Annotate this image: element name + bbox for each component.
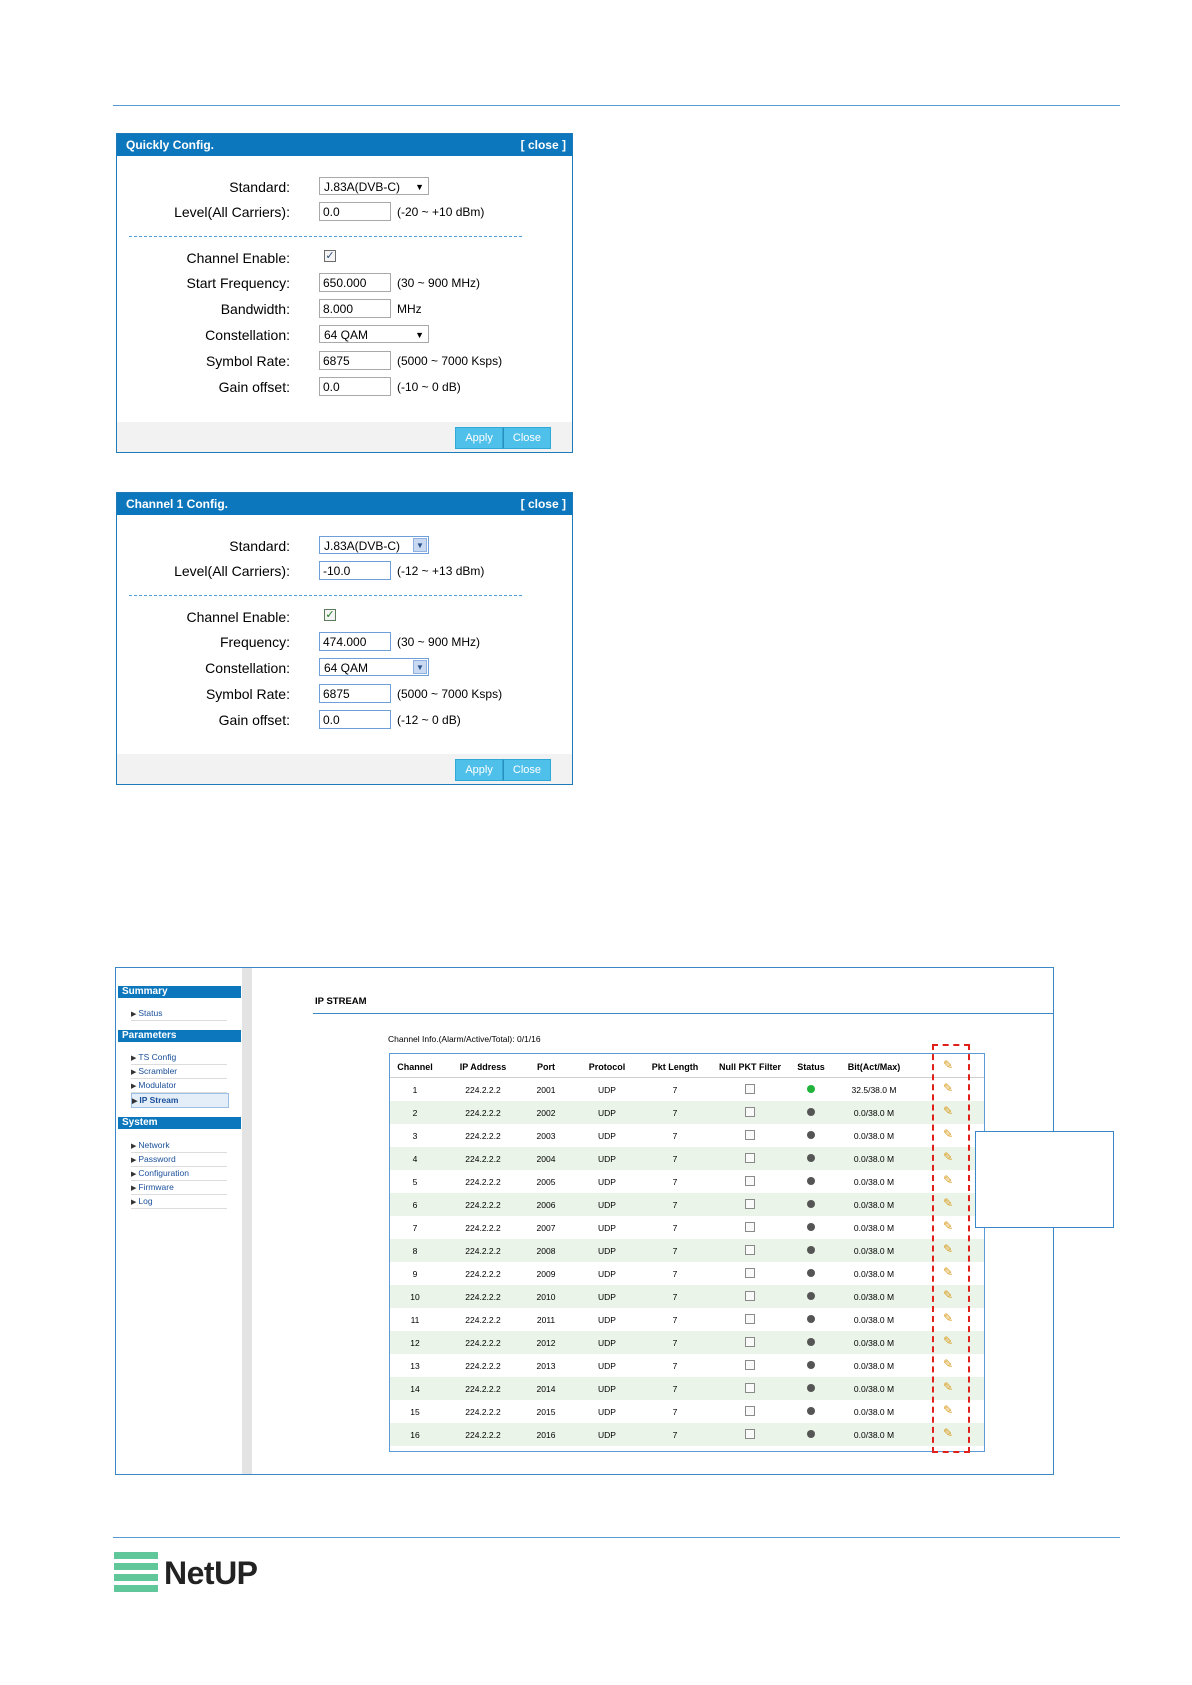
dialog-header: [117, 493, 572, 515]
channel-info: Channel Info.(Alarm/Active/Total): 0/1/16: [388, 1034, 541, 1044]
sidebar-item-scrambler[interactable]: [131, 1065, 227, 1079]
gain-offset-label: Gain offset:: [218, 712, 290, 728]
cell-channel: 15: [410, 1407, 420, 1417]
constellation-row: [117, 658, 572, 680]
table-row: [390, 1147, 984, 1170]
constellation-value: 64 QAM: [324, 328, 369, 342]
close-link[interactable]: [ close ]: [520, 138, 566, 152]
cell-pkt: 7: [672, 1407, 678, 1417]
standard-label: Standard:: [229, 538, 290, 554]
netup-logo: [114, 1550, 274, 1600]
cell-ip: 224.2.2.2: [465, 1384, 501, 1394]
status-indicator-icon: [807, 1315, 815, 1323]
sidebar-item-label: Log: [138, 1196, 153, 1206]
cell-port: 2001: [536, 1085, 556, 1095]
cell-bitrate: 0.0/38.0 M: [853, 1269, 895, 1279]
cell-channel: 12: [410, 1338, 420, 1348]
cell-port: 2010: [536, 1292, 556, 1302]
cell-bitrate: 0.0/38.0 M: [853, 1200, 895, 1210]
cell-bitrate: 32.5/38.0 M: [851, 1085, 897, 1095]
cell-bitrate: 0.0/38.0 M: [853, 1430, 895, 1440]
null-pkt-filter-checkbox[interactable]: [745, 1199, 755, 1209]
symbol-rate-label: Symbol Rate:: [205, 353, 290, 369]
cell-bitrate: 0.0/38.0 M: [853, 1154, 895, 1164]
constellation-label: Constellation:: [205, 660, 290, 676]
cell-port: 2002: [536, 1108, 556, 1118]
cell-bitrate: 0.0/38.0 M: [853, 1108, 895, 1118]
sidebar-item-log[interactable]: [131, 1195, 227, 1209]
status-indicator-icon: [807, 1085, 815, 1093]
sidebar-item-label: Status: [138, 1008, 163, 1018]
start-frequency-label: Start Frequency:: [186, 275, 290, 291]
sidebar-item-ts-config[interactable]: [131, 1051, 227, 1065]
cell-bitrate: 0.0/38.0 M: [853, 1338, 895, 1348]
cell-ip: 224.2.2.2: [465, 1200, 501, 1210]
frequency-row: [117, 632, 572, 654]
sidebar-item-network[interactable]: [131, 1139, 227, 1153]
edit-pencil-icon[interactable]: ✎: [942, 1403, 954, 1417]
sidebar-item-label: Network: [138, 1140, 170, 1150]
cell-port: 2007: [536, 1223, 556, 1233]
cell-pkt: 7: [672, 1154, 678, 1164]
gain-offset-row: [117, 377, 572, 399]
cell-ip: 224.2.2.2: [465, 1246, 501, 1256]
dialog-header: [117, 134, 572, 156]
sidebar-item-label: IP Stream: [139, 1095, 179, 1105]
level-label: Level(All Carriers):: [174, 563, 290, 579]
sidebar-item-label: Firmware: [138, 1182, 174, 1192]
cell-port: 2012: [536, 1338, 556, 1348]
triangle-right-icon: ▶: [131, 1157, 137, 1164]
bandwidth-unit: MHz: [397, 302, 422, 316]
start-frequency-row: [117, 273, 572, 295]
cell-channel: 2: [412, 1108, 418, 1118]
triangle-right-icon: ▶: [132, 1098, 138, 1105]
triangle-right-icon: ▶: [131, 1069, 137, 1076]
cell-ip: 224.2.2.2: [465, 1177, 501, 1187]
start-frequency-input[interactable]: 650.000: [319, 273, 391, 292]
close-link[interactable]: [ close ]: [520, 497, 566, 511]
gain-offset-input[interactable]: 0.0: [319, 377, 391, 396]
chevron-down-icon: ▼: [415, 182, 424, 192]
channel-enable-checkbox[interactable]: ✓: [325, 250, 335, 262]
table-row: [390, 1400, 984, 1423]
cell-port: 2015: [536, 1407, 556, 1417]
sidebar-item-password[interactable]: [131, 1153, 227, 1167]
logo-text: NetUP: [164, 1555, 258, 1591]
column-header: Port: [537, 1062, 555, 1072]
cell-port: 2013: [536, 1361, 556, 1371]
quick-config-dialog: [116, 133, 573, 453]
cell-channel: 9: [412, 1269, 418, 1279]
cell-bitrate: 0.0/38.0 M: [853, 1223, 895, 1233]
gain-offset-unit: (-10 ~ 0 dB): [397, 380, 461, 394]
status-indicator-icon: [807, 1361, 815, 1369]
cell-port: 2003: [536, 1131, 556, 1141]
cell-pkt: 7: [672, 1085, 678, 1095]
edit-pencil-icon[interactable]: ✎: [942, 1265, 954, 1279]
edit-pencil-icon[interactable]: ✎: [942, 1173, 954, 1187]
cell-ip: 224.2.2.2: [465, 1108, 501, 1118]
gain-offset-label: Gain offset:: [218, 379, 290, 395]
divider: [129, 236, 522, 237]
table-row: [390, 1193, 984, 1216]
null-pkt-filter-checkbox[interactable]: [745, 1314, 755, 1324]
bandwidth-row: [117, 299, 572, 321]
symbol-rate-unit: (5000 ~ 7000 Ksps): [397, 687, 503, 701]
cell-pkt: 7: [672, 1108, 678, 1118]
cell-pkt: 7: [672, 1177, 678, 1187]
cell-bitrate: 0.0/38.0 M: [853, 1177, 895, 1187]
dialog-footer: [117, 422, 572, 452]
table-row: [390, 1262, 984, 1285]
sidebar-item-label: Scrambler: [138, 1066, 178, 1076]
cell-port: 2014: [536, 1384, 556, 1394]
column-header: Bit(Act/Max): [847, 1062, 901, 1072]
cell-bitrate: 0.0/38.0 M: [853, 1361, 895, 1371]
table-row: [390, 1078, 984, 1101]
symbol-rate-unit: (5000 ~ 7000 Ksps): [397, 354, 503, 368]
cell-port: 2008: [536, 1246, 556, 1256]
cell-ip: 224.2.2.2: [465, 1269, 501, 1279]
sidebar-gutter: [242, 968, 252, 1474]
null-pkt-filter-checkbox[interactable]: [745, 1383, 755, 1393]
cell-ip: 224.2.2.2: [465, 1315, 501, 1325]
table-row: [390, 1285, 984, 1308]
cell-pkt: 7: [672, 1430, 678, 1440]
cell-protocol: UDP: [598, 1223, 616, 1233]
edit-pencil-icon[interactable]: ✎: [942, 1150, 954, 1164]
table-row: [390, 1170, 984, 1193]
cell-channel: 5: [412, 1177, 418, 1187]
status-indicator-icon: [807, 1430, 815, 1438]
column-header: Status: [797, 1062, 825, 1072]
symbol-rate-label: Symbol Rate:: [205, 686, 290, 702]
standard-row: [117, 536, 572, 558]
cell-channel: 8: [412, 1246, 418, 1256]
cell-protocol: UDP: [598, 1315, 616, 1325]
null-pkt-filter-checkbox[interactable]: [745, 1429, 755, 1439]
channel-enable-row: [117, 248, 572, 270]
cell-pkt: 7: [672, 1131, 678, 1141]
sidebar-section-system: System: [118, 1117, 241, 1129]
apply-button[interactable]: Apply: [455, 759, 503, 781]
cell-protocol: UDP: [598, 1292, 616, 1302]
edit-pencil-icon[interactable]: ✎: [942, 1196, 954, 1210]
table-row: [390, 1101, 984, 1124]
cell-pkt: 7: [672, 1361, 678, 1371]
callout-box: [975, 1131, 1114, 1228]
null-pkt-filter-checkbox[interactable]: [745, 1176, 755, 1186]
cell-channel: 3: [412, 1131, 418, 1141]
table-row: [390, 1239, 984, 1262]
cell-channel: 7: [412, 1223, 418, 1233]
bandwidth-input[interactable]: 8.000: [319, 299, 391, 318]
cell-protocol: UDP: [598, 1407, 616, 1417]
cell-protocol: UDP: [598, 1200, 616, 1210]
level-input[interactable]: -10.0: [319, 561, 391, 580]
level-row: [117, 561, 572, 583]
symbol-rate-row: [117, 351, 572, 373]
edit-pencil-icon[interactable]: ✎: [942, 1357, 954, 1371]
column-header: IP Address: [459, 1062, 507, 1072]
cell-channel: 10: [410, 1292, 420, 1302]
triangle-right-icon: ▶: [131, 1185, 137, 1192]
column-header: Pkt Length: [651, 1062, 699, 1072]
status-indicator-icon: [807, 1292, 815, 1300]
cell-pkt: 7: [672, 1269, 678, 1279]
cell-port: 2004: [536, 1154, 556, 1164]
cell-channel: 4: [412, 1154, 418, 1164]
sidebar-item-label: Password: [138, 1154, 176, 1164]
triangle-right-icon: ▶: [131, 1055, 137, 1062]
cell-protocol: UDP: [598, 1246, 616, 1256]
cell-pkt: 7: [672, 1315, 678, 1325]
table-row: [390, 1423, 984, 1446]
cell-ip: 224.2.2.2: [465, 1407, 501, 1417]
sidebar-item-label: Configuration: [138, 1168, 189, 1178]
cell-ip: 224.2.2.2: [465, 1085, 501, 1095]
cell-channel: 11: [410, 1315, 420, 1325]
title-rule: [313, 1013, 1053, 1014]
cell-bitrate: 0.0/38.0 M: [853, 1384, 895, 1394]
edit-pencil-icon[interactable]: ✎: [942, 1380, 954, 1394]
standard-row: [117, 177, 572, 199]
sidebar-item-ip-stream[interactable]: [131, 1093, 229, 1108]
cell-port: 2011: [536, 1315, 556, 1325]
sidebar-item-modulator[interactable]: [131, 1079, 227, 1093]
cell-port: 2006: [536, 1200, 556, 1210]
cell-ip: 224.2.2.2: [465, 1292, 501, 1302]
channel-enable-label: Channel Enable:: [186, 250, 290, 266]
triangle-right-icon: ▶: [131, 1199, 137, 1206]
cell-bitrate: 0.0/38.0 M: [853, 1131, 895, 1141]
channel-enable-label: Channel Enable:: [186, 609, 290, 625]
dialog-title: Quickly Config.: [126, 138, 215, 152]
channel-config-dialog: [116, 492, 573, 785]
cell-ip: 224.2.2.2: [465, 1361, 501, 1371]
column-header: Protocol: [588, 1062, 626, 1072]
cell-channel: 13: [410, 1361, 420, 1371]
cell-pkt: 7: [672, 1246, 678, 1256]
cell-ip: 224.2.2.2: [465, 1338, 501, 1348]
channel-enable-checkbox[interactable]: ✓: [325, 609, 335, 621]
top-rule: [113, 105, 1120, 106]
sidebar-item-configuration[interactable]: [131, 1167, 227, 1181]
cell-protocol: UDP: [598, 1177, 616, 1187]
edit-pencil-icon[interactable]: ✎: [942, 1219, 954, 1233]
edit-pencil-icon[interactable]: ✎: [942, 1288, 954, 1302]
standard-select[interactable]: [319, 177, 429, 195]
table-row: [390, 1216, 984, 1239]
null-pkt-filter-checkbox[interactable]: [745, 1222, 755, 1232]
cell-bitrate: 0.0/38.0 M: [853, 1407, 895, 1417]
frequency-unit: (30 ~ 900 MHz): [397, 635, 481, 649]
status-indicator-icon: [807, 1338, 815, 1346]
status-indicator-icon: [807, 1154, 815, 1162]
cell-protocol: UDP: [598, 1154, 616, 1164]
standard-value: J.83A(DVB-C): [324, 539, 401, 553]
cell-channel: 14: [410, 1384, 420, 1394]
status-indicator-icon: [807, 1223, 815, 1231]
cell-pkt: 7: [672, 1223, 678, 1233]
sidebar-item-firmware[interactable]: [131, 1181, 227, 1195]
triangle-right-icon: ▶: [131, 1011, 137, 1018]
status-indicator-icon: [807, 1108, 815, 1116]
bandwidth-label: Bandwidth:: [220, 301, 290, 317]
page-title: IP STREAM: [315, 996, 367, 1007]
null-pkt-filter-checkbox[interactable]: [745, 1245, 755, 1255]
cell-protocol: UDP: [598, 1361, 616, 1371]
status-indicator-icon: [807, 1200, 815, 1208]
null-pkt-filter-checkbox[interactable]: [745, 1268, 755, 1278]
chevron-down-icon: ▼: [413, 538, 427, 552]
status-indicator-icon: [807, 1246, 815, 1254]
constellation-select[interactable]: [319, 658, 429, 676]
level-unit: (-20 ~ +10 dBm): [397, 205, 485, 219]
cell-bitrate: 0.0/38.0 M: [853, 1246, 895, 1256]
cell-port: 2005: [536, 1177, 556, 1187]
symbol-rate-input[interactable]: 6875: [319, 351, 391, 370]
standard-label: Standard:: [229, 179, 290, 195]
cell-ip: 224.2.2.2: [465, 1154, 501, 1164]
constellation-select[interactable]: [319, 325, 429, 343]
null-pkt-filter-checkbox[interactable]: [745, 1130, 755, 1140]
constellation-value: 64 QAM: [324, 661, 369, 675]
level-row: [117, 202, 572, 224]
divider: [129, 595, 522, 596]
symbol-rate-row: [117, 684, 572, 706]
null-pkt-filter-checkbox[interactable]: [745, 1153, 755, 1163]
triangle-right-icon: ▶: [131, 1143, 137, 1150]
cell-protocol: UDP: [598, 1269, 616, 1279]
cell-channel: 16: [410, 1430, 420, 1440]
cell-protocol: UDP: [598, 1131, 616, 1141]
cell-port: 2016: [536, 1430, 556, 1440]
symbol-rate-input[interactable]: 6875: [319, 684, 391, 703]
cell-ip: 224.2.2.2: [465, 1131, 501, 1141]
table-row: [390, 1331, 984, 1354]
level-unit: (-12 ~ +13 dBm): [397, 564, 485, 578]
cell-port: 2009: [536, 1269, 556, 1279]
null-pkt-filter-checkbox[interactable]: [745, 1406, 755, 1416]
cell-protocol: UDP: [598, 1108, 616, 1118]
cell-pkt: 7: [672, 1200, 678, 1210]
null-pkt-filter-checkbox[interactable]: [745, 1337, 755, 1347]
edit-pencil-icon[interactable]: ✎: [942, 1242, 954, 1256]
status-indicator-icon: [807, 1269, 815, 1277]
edit-pencil-icon[interactable]: ✎: [942, 1081, 954, 1095]
table-row: [390, 1124, 984, 1147]
status-indicator-icon: [807, 1407, 815, 1415]
cell-ip: 224.2.2.2: [465, 1430, 501, 1440]
ip-stream-table: [389, 1053, 985, 1452]
frequency-input[interactable]: 474.000: [319, 632, 391, 651]
edit-pencil-icon[interactable]: ✎: [942, 1334, 954, 1348]
null-pkt-filter-checkbox[interactable]: [745, 1084, 755, 1094]
edit-column-highlight: [932, 1044, 970, 1453]
status-indicator-icon: [807, 1384, 815, 1392]
edit-pencil-icon[interactable]: ✎: [942, 1104, 954, 1118]
level-label: Level(All Carriers):: [174, 204, 290, 220]
column-header: Channel: [397, 1062, 433, 1072]
close-button[interactable]: Close: [503, 759, 551, 781]
cell-pkt: 7: [672, 1292, 678, 1302]
edit-all-icon[interactable]: ✎: [942, 1058, 954, 1072]
null-pkt-filter-checkbox[interactable]: [745, 1360, 755, 1370]
gain-offset-row: [117, 710, 572, 732]
ip-stream-screen: [115, 967, 1054, 1475]
frequency-label: Frequency:: [219, 634, 290, 650]
triangle-right-icon: ▶: [131, 1083, 137, 1090]
cell-ip: 224.2.2.2: [465, 1223, 501, 1233]
cell-protocol: UDP: [598, 1085, 616, 1095]
constellation-row: [117, 325, 572, 347]
edit-pencil-icon[interactable]: ✎: [942, 1311, 954, 1325]
cell-pkt: 7: [672, 1338, 678, 1348]
edit-pencil-icon[interactable]: ✎: [942, 1127, 954, 1141]
null-pkt-filter-checkbox[interactable]: [745, 1291, 755, 1301]
cell-protocol: UDP: [598, 1430, 616, 1440]
sidebar: [116, 968, 242, 1474]
constellation-label: Constellation:: [205, 327, 290, 343]
sidebar-item-label: Modulator: [138, 1080, 177, 1090]
channel-enable-row: [117, 607, 572, 629]
status-indicator-icon: [807, 1131, 815, 1139]
dialog-footer: [117, 754, 572, 784]
chevron-down-icon: ▼: [413, 660, 427, 674]
apply-button[interactable]: Apply: [455, 427, 503, 449]
cell-bitrate: 0.0/38.0 M: [853, 1315, 895, 1325]
table-row: [390, 1377, 984, 1400]
cell-pkt: 7: [672, 1384, 678, 1394]
gain-offset-input[interactable]: 0.0: [319, 710, 391, 729]
sidebar-item-status[interactable]: [131, 1007, 227, 1021]
cell-protocol: UDP: [598, 1384, 616, 1394]
cell-bitrate: 0.0/38.0 M: [853, 1292, 895, 1302]
standard-select[interactable]: [319, 536, 429, 554]
sidebar-section-summary: Summary: [118, 986, 241, 998]
chevron-down-icon: ▼: [415, 330, 424, 340]
sidebar-section-parameters: Parameters: [118, 1030, 241, 1042]
start-frequency-unit: (30 ~ 900 MHz): [397, 276, 481, 290]
cell-channel: 1: [412, 1085, 418, 1095]
column-header: Null PKT Filter: [718, 1062, 782, 1072]
cell-protocol: UDP: [598, 1338, 616, 1348]
standard-value: J.83A(DVB-C): [324, 180, 401, 194]
close-button[interactable]: Close: [503, 427, 551, 449]
edit-pencil-icon[interactable]: ✎: [942, 1426, 954, 1440]
table-row: [390, 1308, 984, 1331]
level-input[interactable]: 0.0: [319, 202, 391, 221]
status-indicator-icon: [807, 1177, 815, 1185]
sidebar-item-label: TS Config: [138, 1052, 177, 1062]
null-pkt-filter-checkbox[interactable]: [745, 1107, 755, 1117]
dialog-title: Channel 1 Config.: [126, 497, 228, 511]
table-row: [390, 1354, 984, 1377]
cell-channel: 6: [412, 1200, 418, 1210]
gain-offset-unit: (-12 ~ 0 dB): [397, 713, 461, 727]
triangle-right-icon: ▶: [131, 1171, 137, 1178]
bottom-rule: [113, 1537, 1120, 1538]
